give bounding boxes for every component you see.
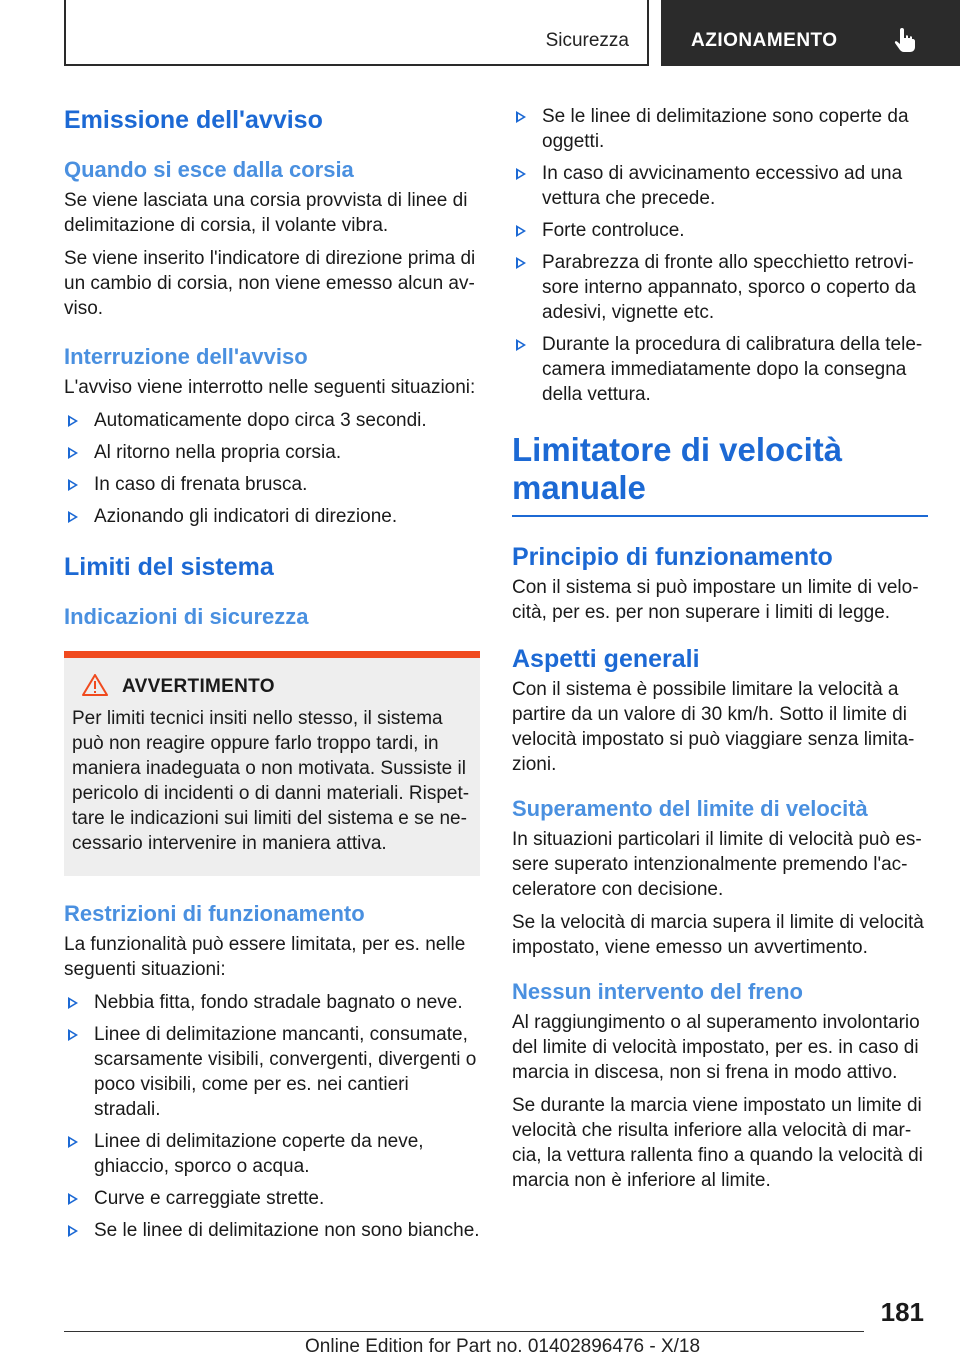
paragraph-interruzione: L'avviso viene interrotto nelle seguenti situazioni: xyxy=(64,377,476,398)
list-item: In caso di frenata brusca. xyxy=(64,472,480,497)
paragraph-quando-2: Se viene inserito l'indicatore di direzione prima di un cambio di corsia, non viene emesso alcun av-viso. xyxy=(64,248,476,319)
left-column xyxy=(64,100,480,1250)
paragraph-quando-1: Se viene lasciata una corsia provvista di linee di delimitazione di corsia, il volante vibra. xyxy=(64,190,468,236)
bullet-triangle-icon xyxy=(68,1029,78,1041)
list-item: Curve e carreggiate strette. xyxy=(64,1186,480,1211)
heading-nessun: Nessun intervento del freno xyxy=(512,979,803,1004)
paragraph-restrizioni: La funzionalità può essere limitata, per es. nelle seguenti situazioni: xyxy=(64,934,466,980)
heading-limitatore: Limitatore di velocità manuale xyxy=(512,431,843,506)
header-section-box xyxy=(64,0,649,66)
paragraph-nessun-1: Al raggiungimento o al superamento involontario del limite di velocità impostato, per es. in caso di marcia in discesa, non si frena in modo attivo. xyxy=(512,1012,920,1083)
list-item: Al ritorno nella propria corsia. xyxy=(64,440,480,465)
heading-emissione: Emissione dell'avviso xyxy=(64,106,323,134)
page-number: 181 xyxy=(880,1297,924,1327)
header-chapter-box xyxy=(661,0,960,66)
warning-triangle-icon xyxy=(82,674,108,696)
right-column xyxy=(512,100,928,1193)
list-item: Linee di delimitazione coperte da neve, ghiaccio, sporco o acqua. xyxy=(64,1129,480,1179)
list-item: Forte controluce. xyxy=(512,218,928,243)
heading-aspetti: Aspetti generali xyxy=(512,645,700,673)
header-section-title: Sicurezza xyxy=(545,30,629,51)
paragraph-aspetti: Con il sistema è possibile limitare la velocità a partire da un valore di 30 km/h. Sotto il limite di velocità impostato si può viaggiare senza limita-zioni. xyxy=(512,679,915,775)
paragraph-superamento-2: Se la velocità di marcia supera il limite di velocità impostato, viene emesso un avvertimento. xyxy=(512,912,924,958)
warning-header xyxy=(82,672,470,700)
header-chapter-title: AZIONAMENTO xyxy=(691,30,838,51)
warning-box xyxy=(64,651,480,876)
bullet-triangle-icon xyxy=(68,997,78,1009)
list-restrizioni-continued xyxy=(512,104,928,407)
bullet-triangle-icon xyxy=(68,1193,78,1205)
footer-rule xyxy=(64,1331,864,1332)
heading-restrizioni: Restrizioni di funzionamento xyxy=(64,901,365,926)
heading-principio: Principio di funzionamento xyxy=(512,543,833,571)
heading-rule xyxy=(512,515,928,517)
bullet-triangle-icon xyxy=(68,447,78,459)
warning-text: Per limiti tecnici insiti nello stesso, il sistema può non reagire oppure farlo troppo tardi, in maniera inadeguata o non motivata. Sussiste il pericolo di incidenti o di danni materiali. Rispet-tare le indicazioni sui limiti del sistema e se ne-cessario intervenire in maniera attiva. xyxy=(72,708,470,854)
bullet-triangle-icon xyxy=(68,415,78,427)
heading-interruzione: Interruzione dell'avviso xyxy=(64,344,308,369)
list-item: Se le linee di delimitazione non sono bianche. xyxy=(64,1218,480,1243)
bullet-triangle-icon xyxy=(516,257,526,269)
list-item: Automaticamente dopo circa 3 secondi. xyxy=(64,408,480,433)
warning-title: AVVERTIMENTO xyxy=(122,676,275,697)
list-item: Linee di delimitazione mancanti, consumate, scarsamente visibili, convergenti, divergenti o poco visibili, come per es. nei cantieri stradali. xyxy=(64,1022,480,1122)
list-item: In caso di avvicinamento eccessivo ad una vettura che precede. xyxy=(512,161,928,211)
bullet-triangle-icon xyxy=(516,168,526,180)
list-item: Parabrezza di fronte allo specchietto retrovi-sore interno appannato, sporco o coperto da adesivi, vignette etc. xyxy=(512,250,928,325)
list-item: Nebbia fitta, fondo stradale bagnato o neve. xyxy=(64,990,480,1015)
paragraph-superamento-1: In situazioni particolari il limite di velocità può es-sere superato intenzionalmente premendo l'ac-celeratore con decisione. xyxy=(512,829,922,900)
list-item: Azionando gli indicatori di direzione. xyxy=(64,504,480,529)
list-item: Durante la procedura di calibratura della tele-camera immediatamente dopo la consegna della vettura. xyxy=(512,332,928,407)
page-header xyxy=(64,0,960,66)
heading-quando: Quando si esce dalla corsia xyxy=(64,157,354,182)
heading-indicazioni: Indicazioni di sicurezza xyxy=(64,604,309,629)
paragraph-principio: Con il sistema si può impostare un limite di velo-cità, per es. per non superare i limiti di legge. xyxy=(512,577,919,623)
bullet-triangle-icon xyxy=(68,479,78,491)
bullet-triangle-icon xyxy=(68,511,78,523)
paragraph-nessun-2: Se durante la marcia viene impostato un limite di velocità che risulta inferiore alla velocità di mar-cia, la vettura rallenta fino a quando la velocità di marcia non è inferiore al limite. xyxy=(512,1095,923,1191)
bullet-triangle-icon xyxy=(68,1225,78,1237)
list-restrizioni xyxy=(64,990,480,1243)
footer-edition: Online Edition for Part no. 01402896476 - X/18 xyxy=(305,1336,701,1357)
list-interruzione xyxy=(64,408,480,529)
list-item: Se le linee di delimitazione sono coperte da oggetti. xyxy=(512,104,928,154)
bullet-triangle-icon xyxy=(516,339,526,351)
hand-pointer-icon xyxy=(893,26,917,54)
heading-limiti: Limiti del sistema xyxy=(64,553,274,581)
bullet-triangle-icon xyxy=(516,225,526,237)
bullet-triangle-icon xyxy=(516,111,526,123)
heading-superamento: Superamento del limite di velocità xyxy=(512,796,868,821)
bullet-triangle-icon xyxy=(68,1136,78,1148)
